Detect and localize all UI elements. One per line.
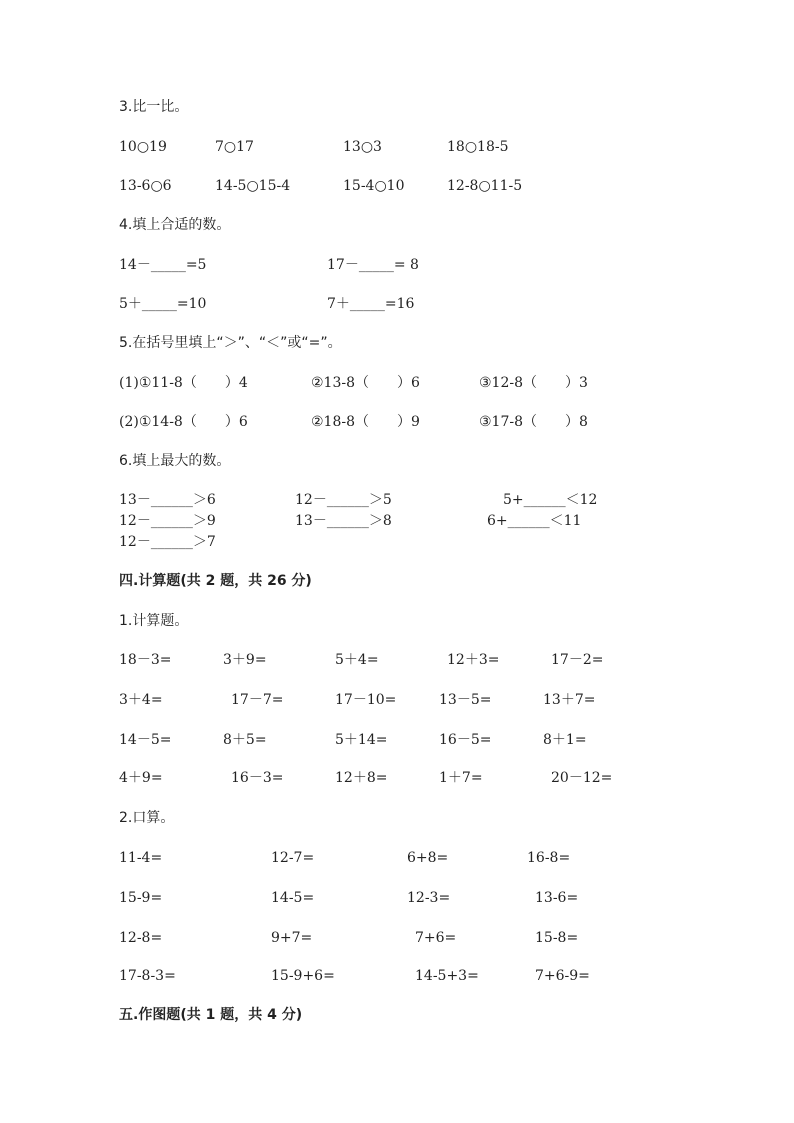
q4-item: 14－_____=5 — [119, 257, 207, 273]
mental-math-item: 12-8= — [119, 930, 163, 946]
q6-item: 13－______＞6 — [119, 492, 216, 508]
q6-title: 6.填上最大的数。 — [119, 453, 231, 469]
calc-item: 8＋5= — [223, 732, 267, 748]
q6-item: 6+______＜11 — [487, 513, 582, 529]
calc-item: 8＋1= — [543, 732, 587, 748]
q3-title: 3.比一比。 — [119, 99, 189, 115]
q4-item: 5＋_____=10 — [119, 296, 207, 312]
calc-item: 3＋4= — [119, 692, 163, 708]
q4-title: 4.填上合适的数。 — [119, 217, 231, 233]
q3-item: 14-5○15-4 — [215, 178, 291, 194]
q5-item: ③12-8（ ）3 — [479, 375, 588, 391]
q3-item: 15-4○10 — [343, 178, 405, 194]
q5-item: ②13-8（ ）6 — [311, 375, 420, 391]
calc-item: 17－7= — [231, 692, 284, 708]
mental-math-item: 6+8= — [407, 850, 449, 866]
section4-title: 四.计算题(共 2 题，共 26 分) — [119, 573, 312, 589]
calc-item: 17－10= — [335, 692, 397, 708]
calc-item: 13－5= — [439, 692, 492, 708]
mental-math-item: 12-7= — [271, 850, 315, 866]
calc-item: 17－2= — [551, 652, 604, 668]
q4-item: 7＋_____=16 — [327, 296, 415, 312]
section4-q2-title: 2.口算。 — [119, 810, 175, 826]
q6-item: 12－______＞7 — [119, 534, 216, 550]
calc-item: 16－3= — [231, 770, 284, 786]
q5-item: ②18-8（ ）9 — [311, 414, 420, 430]
calc-item: 20－12= — [551, 770, 613, 786]
calc-item: 12＋3= — [447, 652, 500, 668]
q6-item: 13－______＞8 — [295, 513, 392, 529]
mental-math-item: 13-6= — [535, 890, 579, 906]
mental-math-item: 7+6= — [415, 930, 457, 946]
mental-math-item: 14-5= — [271, 890, 315, 906]
calc-item: 5＋14= — [335, 732, 388, 748]
calc-item: 5＋4= — [335, 652, 379, 668]
q5-item: (1)①11-8（ ）4 — [119, 375, 248, 391]
q6-item: 12－______＞9 — [119, 513, 216, 529]
mental-math-item: 15-9+6= — [271, 968, 335, 984]
q3-item: 7○17 — [215, 139, 254, 155]
calc-item: 16－5= — [439, 732, 492, 748]
mental-math-item: 16-8= — [527, 850, 571, 866]
mental-math-item: 14-5+3= — [415, 968, 479, 984]
calc-item: 3＋9= — [223, 652, 267, 668]
q3-item: 12-8○11-5 — [447, 178, 523, 194]
section4-q1-title: 1.计算题。 — [119, 613, 189, 629]
calc-item: 4＋9= — [119, 770, 163, 786]
q3-item: 18○18-5 — [447, 139, 509, 155]
section5-title: 五.作图题(共 1 题，共 4 分) — [119, 1007, 303, 1023]
q5-item: (2)①14-8（ ）6 — [119, 414, 248, 430]
q3-item: 10○19 — [119, 139, 167, 155]
q4-item: 17－_____= 8 — [327, 257, 419, 273]
q3-item: 13-6○6 — [119, 178, 172, 194]
q6-item: 12－______＞5 — [295, 492, 392, 508]
calc-item: 1＋7= — [439, 770, 483, 786]
mental-math-item: 15-9= — [119, 890, 163, 906]
mental-math-item: 12-3= — [407, 890, 451, 906]
mental-math-item: 15-8= — [535, 930, 579, 946]
mental-math-item: 9+7= — [271, 930, 313, 946]
q5-title: 5.在括号里填上“＞”、“＜”或“=”。 — [119, 335, 342, 351]
calc-item: 18－3= — [119, 652, 172, 668]
q3-item: 13○3 — [343, 139, 382, 155]
mental-math-item: 17-8-3= — [119, 968, 176, 984]
q5-item: ③17-8（ ）8 — [479, 414, 588, 430]
mental-math-item: 11-4= — [119, 850, 163, 866]
mental-math-item: 7+6-9= — [535, 968, 590, 984]
calc-item: 14－5= — [119, 732, 172, 748]
calc-item: 13＋7= — [543, 692, 596, 708]
calc-item: 12＋8= — [335, 770, 388, 786]
q6-item: 5+______＜12 — [503, 492, 598, 508]
